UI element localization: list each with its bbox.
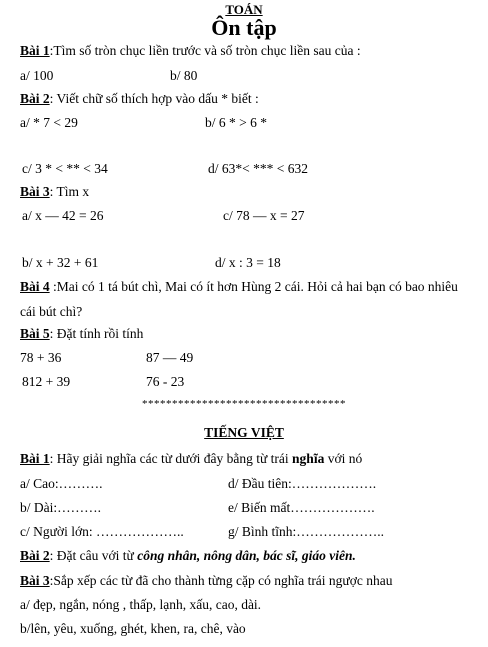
problem-3: 812 + 39 bbox=[22, 374, 71, 389]
item-e: e/ Biến mất………………. bbox=[228, 500, 375, 515]
exercise-instruction: : Đặt câu với từ bbox=[49, 548, 138, 563]
item-d: d/ x : 3 = 18 bbox=[215, 255, 281, 270]
item-d: d/ 63*< *** < 632 bbox=[208, 161, 308, 176]
exercise-instruction: :Mai có 1 tá bút chì, Mai có ít hơn Hùng 2 cái. Hỏi cả hai bạn có bao nhiêu bbox=[49, 279, 458, 294]
item-c: c/ 78 — x = 27 bbox=[223, 208, 305, 223]
problem-1: 78 + 36 bbox=[20, 350, 62, 365]
item-a: a/ x — 42 = 26 bbox=[22, 208, 104, 223]
exercise-instruction: : Viết chữ số thích hợp vào dấu * biết : bbox=[49, 91, 259, 106]
item-c: c/ 3 * < ** < 34 bbox=[22, 161, 108, 176]
section-separator: ********************************** bbox=[142, 398, 346, 410]
emphasized-word: nghĩa bbox=[292, 451, 325, 466]
exercise-label: Bài 2 bbox=[20, 548, 50, 563]
exercise-instruction: :Tìm số tròn chục liền trước và số tròn chục liền sau của : bbox=[49, 43, 361, 58]
item-b: b/ x + 32 + 61 bbox=[22, 255, 99, 270]
page-title: Ôn tập bbox=[211, 15, 277, 40]
problem-4: 76 - 23 bbox=[146, 374, 185, 389]
problem-2: 87 — 49 bbox=[146, 350, 194, 365]
exercise-label: Bài 3 bbox=[20, 573, 50, 588]
vn-exercise-3 bbox=[20, 574, 393, 588]
math-exercise-5 bbox=[20, 327, 143, 341]
item-a: a/ * 7 < 29 bbox=[20, 115, 78, 130]
subject-heading: TOÁN bbox=[225, 2, 263, 17]
exercise-instruction: : Tìm x bbox=[49, 184, 90, 199]
exercise-instruction-end: với nó bbox=[324, 451, 363, 466]
section-title: TIẾNG VIỆT bbox=[204, 425, 284, 440]
item-b: b/ 80 bbox=[170, 68, 198, 83]
math-exercise-3 bbox=[20, 185, 89, 199]
exercise-label: Bài 2 bbox=[20, 91, 50, 106]
item-a: a/ Cao:………. bbox=[20, 476, 103, 491]
math-exercise-2 bbox=[20, 92, 259, 106]
exercise-label: Bài 1 bbox=[20, 451, 50, 466]
exercise-label: Bài 3 bbox=[20, 184, 50, 199]
item-c: c/ Người lớn: ……………….. bbox=[20, 524, 184, 539]
word-list-a: a/ đẹp, ngắn, nóng , thấp, lạnh, xấu, cao, dài. bbox=[20, 597, 262, 612]
math-exercise-4 bbox=[20, 280, 458, 294]
exercise-label: Bài 4 bbox=[20, 279, 50, 294]
exercise-instruction-continued: cái bút chì? bbox=[20, 304, 83, 319]
item-a: a/ 100 bbox=[20, 68, 54, 83]
exercise-label: Bài 1 bbox=[20, 43, 50, 58]
exercise-instruction: :Sắp xếp các từ đã cho thành từng cặp có nghĩa trái ngược nhau bbox=[49, 573, 393, 588]
word-list-b: b/lên, yêu, xuống, ghét, khen, ra, chê, vào bbox=[20, 621, 246, 636]
item-g: g/ Bình tĩnh:……………….. bbox=[228, 524, 385, 539]
exercise-instruction: : Đặt tính rồi tính bbox=[49, 326, 144, 341]
vn-exercise-2 bbox=[20, 549, 356, 563]
item-b: b/ 6 * > 6 * bbox=[205, 115, 267, 130]
item-d: d/ Đầu tiên:………………. bbox=[228, 476, 377, 491]
vn-exercise-1 bbox=[20, 452, 362, 466]
math-exercise-1 bbox=[20, 44, 361, 58]
target-words: công nhân, nông dân, bác sĩ, giáo viên. bbox=[137, 548, 356, 563]
exercise-label: Bài 5 bbox=[20, 326, 50, 341]
item-b: b/ Dài:………. bbox=[20, 500, 101, 515]
exercise-instruction: : Hãy giải nghĩa các từ dưới đây bằng từ trái bbox=[49, 451, 293, 466]
